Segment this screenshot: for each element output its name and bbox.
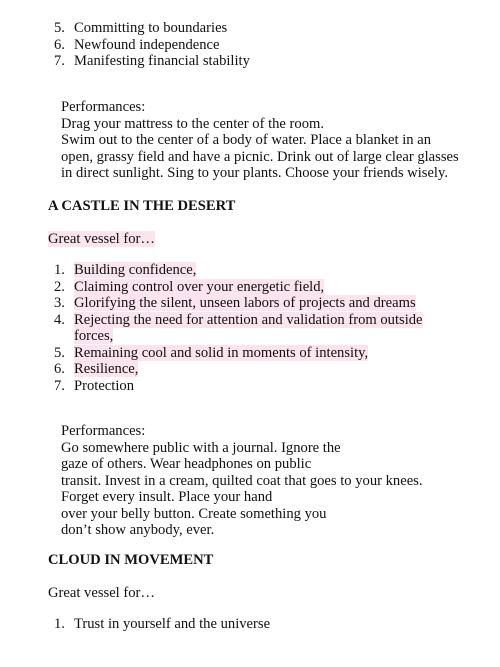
list-item-text: Claiming control over your energetic field, [74, 278, 325, 295]
list-item-text: Remaining cool and solid in moments of intensity, [74, 344, 369, 361]
list-item-text: Newfound independence [74, 36, 220, 53]
list-item [0, 378, 434, 395]
section-heading: CLOUD IN MOVEMENT [48, 552, 214, 568]
list-item [0, 53, 434, 70]
section-heading: A CASTLE IN THE DESERT [48, 198, 236, 214]
list-number: 6. [54, 361, 65, 377]
list-number: 1. [54, 616, 65, 632]
list-item [0, 361, 434, 378]
vessel-intro [48, 231, 155, 248]
performances-text: Go somewhere public with a journal. Ignore the gaze of others. Wear headphones on public transit. Invest in a cream, quilted coat that goes to your knees. Forget every insult. Place your hand over your belly button. Create something you don’t show anybody, ever. [61, 439, 423, 538]
list-item [0, 295, 434, 312]
list-item-text: Building confidence, [74, 262, 197, 278]
list-cloud [0, 616, 434, 633]
vessel-intro: Great vessel for… [48, 585, 155, 601]
list-number: 4. [54, 311, 65, 328]
performances-label: Performances: [61, 423, 146, 439]
list-number: 5. [54, 344, 65, 361]
list-item-text: Protection [74, 377, 134, 394]
list-item-text: Trust in yourself and the universe [74, 616, 271, 632]
list-item-text: Resilience, [74, 361, 139, 377]
list-number: 7. [54, 53, 65, 69]
performances-block [61, 99, 481, 182]
list-item [0, 279, 434, 296]
list-item-text: Manifesting financial stability [74, 53, 250, 69]
list-number: 7. [54, 377, 65, 394]
list-item-text: Glorifying the silent, unseen labors of projects and dreams [74, 295, 416, 311]
performances-label: Performances: [61, 99, 146, 115]
list-number: 2. [54, 278, 65, 295]
list-item [0, 345, 434, 362]
performances-text: Drag your mattress to the center of the room. Swim out to the center of a body of water. Place a blanket in an open, grassy field and have a picnic. Drink out of large clear glasses in direct sunlight. Sing to your plants. Choose your friends wisely. [61, 115, 459, 181]
vessel-intro-text: Great vessel for… [48, 231, 155, 247]
list-item [0, 20, 434, 37]
list-number: 1. [54, 262, 65, 278]
list-item [0, 312, 434, 345]
list-item-text: Committing to boundaries [74, 20, 228, 36]
list-item [0, 37, 434, 54]
list-item [0, 616, 434, 633]
list-item-text: Rejecting the need for attention and validation from outside forces, [74, 311, 423, 344]
list-top [0, 20, 434, 70]
list-castle [0, 262, 434, 394]
list-item [0, 262, 434, 279]
list-number: 6. [54, 36, 65, 53]
list-number: 3. [54, 295, 65, 311]
list-number: 5. [54, 20, 65, 36]
performances-block [61, 423, 481, 539]
